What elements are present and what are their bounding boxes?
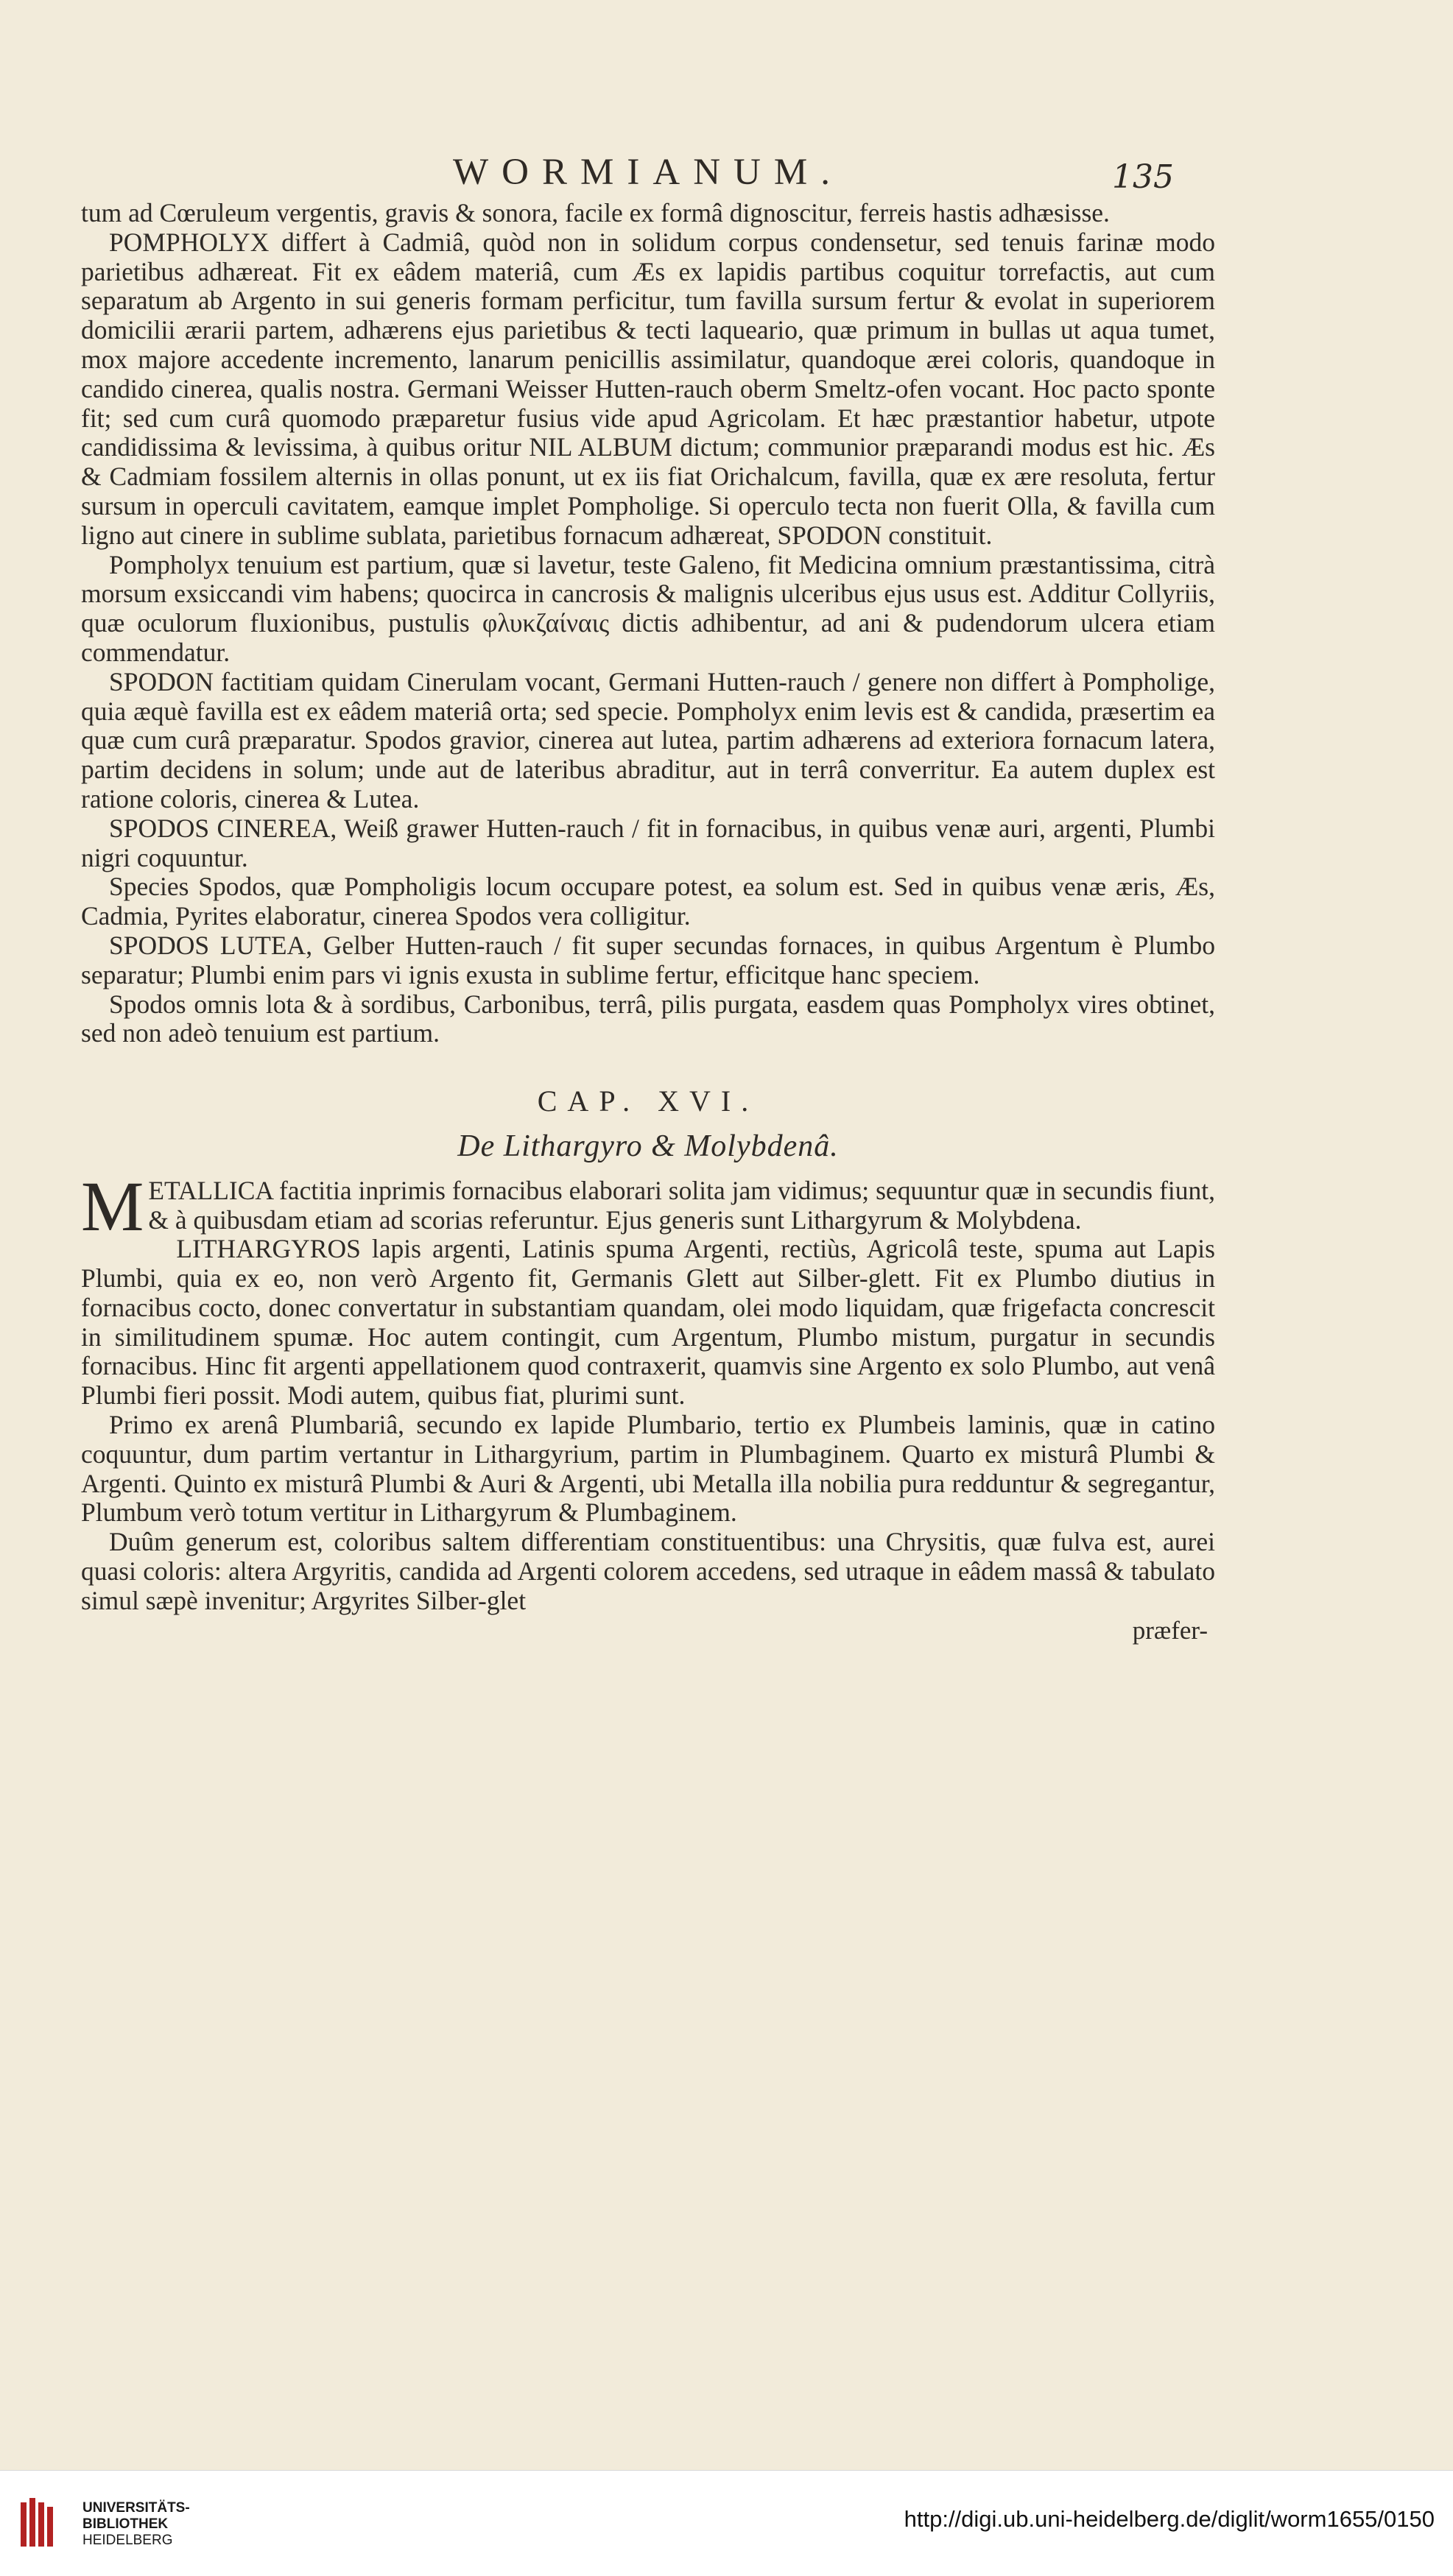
- paragraph-primo: Primo ex arenâ Plumbariâ, secundo ex lapide Plumbario, tertio ex Plumbeis laminis, quæ in catino coquuntur, dum partim vertantur in Lithargyrium, partim in Plumbaginem. Quarto ex misturâ Plumbi & Argenti. Quinto ex misturâ Plumbi & Auri & Argenti, ubi Metalla illa nobilia pura redduntur & segregantur, Plumbum verò totum vertitur in Lithargyrum & Plumbaginem.: [81, 1410, 1215, 1528]
- library-name-line-1: UNIVERSITÄTS-: [82, 2500, 190, 2516]
- paragraph-spodon: SPODON factitiam quidam Cinerulam vocant, Germani Hutten-rauch / genere non differt à Pompholige, quia æquè favilla est ex eâdem materiâ orta; sed specie. Pompholyx enim levis est & candida, præsertim ea quæ cum curâ præparatur. Spodos gravior, cinerea aut lutea, partim adhærens ad exteriora fornacum latera, partim decidens in solum; unde aut de lateribus abraditur, aut in terrâ converritur. Ea autem duplex est ratione coloris, cinerea & Lutea.: [81, 666, 1215, 814]
- paragraph-lithargyros: LITHARGYROS lapis argenti, Latinis spuma Argenti, rectiùs, Agricolâ teste, spuma aut Lapis Plumbi, quia ex eo, non verò Argento fit, Germanis Glett aut Silber-glett. Fit ex Plumbo diutius in fornacibus cocto, donec convertatur in substantiam quandam, olei modo liquidam, quæ frigefacta concrescit in similitudinem spumæ. Hoc autem contingit, cum Argentum, Plumbo mistum, purgatur in secundis fornacibus. Hinc fit argenti appellationem quod contraxerit, quamvis sine Argento ex solo Plumbo, aut venâ Plumbi fieri possit. Modi autem, quibus fiat, plurimi sunt.: [81, 1234, 1215, 1411]
- footer-bar: [0, 2470, 1453, 2576]
- paragraph-spodos-cinerea: SPODOS CINEREA, Weiß grawer Hutten-rauch / fit in fornacibus, in quibus venæ auri, argenti, Plumbi nigri coquuntur.: [81, 813, 1215, 872]
- paragraph-spodos-omnis: Spodos omnis lota & à sordibus, Carbonibus, terrâ, pilis purgata, easdem quas Pompholyx vires obtinet, sed non adeò tenuium est partium.: [81, 989, 1215, 1048]
- paragraph-continuation: tum ad Cœruleum vergentis, gravis & sonora, facile ex formâ dignoscitur, ferreis hastis adhæsisse.: [81, 198, 1110, 227]
- paragraph-pompholyx: POMPHOLYX differt à Cadmiâ, quòd non in solidum corpus condensetur, sed tenuis farinæ modo parietibus adhæreat. Fit ex eâdem materiâ, cum Æs ex lapidis partibus coquitur torrefactis, aut cum separatum ab Argento in sui generis formam perficitur, tum favilla sursum fertur & evolat in superiorem domicilii ærarii partem, adhærens ejus parietibus & tecti laqueario, quæ primum in bullas ut aqua tumet, mox majore accedente incremento, lanarum penicillis assimilatur, quandoque ærei coloris, quandoque in candido cinerea, qualis nostra. Germani Weisser Hutten-rauch oberm Smeltz-ofen vocant. Hoc pacto sponte fit; sed cum curâ quomodo præparetur fusius vide apud Agricolam. Et hæc præstantior habetur, utpote candidissima & levissima, à quibus oritur NIL ALBUM dictum; communior præparandi modus est hic. Æs & Cadmiam fossilem alternis in ollas ponunt, ut ex iis fiat Orichalcum, favilla, quæ ex ære resoluta, fertur sursum in operculi cavitatem, eamque implet Pompholige. Si operculo tecta non fuerit Olla, & favilla cum ligno aut cinere in sublime sublata, parietibus fornacum adhæreat, SPODON constituit.: [81, 227, 1215, 550]
- page-header: [0, 151, 1453, 202]
- paragraph-metallica: [81, 1166, 1215, 1246]
- page-number: 135: [1112, 158, 1174, 196]
- running-title: WORMIANUM.: [453, 152, 843, 193]
- library-name: [82, 2500, 190, 2549]
- paragraph-spodos-lutea: SPODOS LUTEA, Gelber Hutten-rauch / fit super secundas fornaces, in quibus Argentum è Plumbo separatur; Plumbi enim pars vi ignis exusta in sublime fertur, efficitque hanc speciem.: [81, 930, 1215, 989]
- body-text: [81, 199, 1215, 1645]
- paragraph-species-spodos: Species Spodos, quæ Pompholigis locum occupare potest, ea solum est. Sed in quibus venæ æris, Æs, Cadmia, Pyrites elaboratur, cinerea Spodos vera colligitur.: [81, 872, 1215, 931]
- catchword: præfer-: [1132, 1615, 1208, 1645]
- paragraph-pompholyx-medicine: Pompholyx tenuium est partium, quæ si lavetur, teste Galeno, fit Medicina omnium præstantissima, citrà morsum exsiccandi vim habens; quocirca in cancrosis & malignis ulceribus ejus usus est. Additur Collyriis, quæ oculorum fluxionibus, pustulis φλυκζαίναις dictis adhibentur, ad ani & pudendorum ulcera etiam commendatur.: [81, 549, 1215, 667]
- chapter-subtitle: De Lithargyro & Molybdenâ.: [457, 1129, 839, 1163]
- paragraph-duum-generum: Duûm generum est, coloribus saltem differentiam constituentibus: una Chrysitis, quæ fulva est, aurei quasi coloris: altera Argyritis, candida ad Argenti colorem accedens, sed utraque in eâdem massâ & tabulato simul sæpè invenitur; Argyrites Silber-glet: [81, 1527, 1215, 1615]
- chapter-heading: CAP. XVI.: [537, 1084, 759, 1118]
- paragraph-metallica-text: ETALLICA factitia inprimis fornacibus elaborari solita jam vidimus; sequuntur quæ in secundis fiunt, & à quibusdam etiam ad scorias referuntur. Ejus generis sunt Lithargyrum & Molybdena.: [148, 1175, 1215, 1235]
- library-logo-icon: [16, 2496, 60, 2552]
- library-name-line-3: HEIDELBERG: [82, 2533, 173, 2548]
- source-url-link[interactable]: http://digi.ub.uni-heidelberg.de/diglit/worm1655/0150: [904, 2506, 1435, 2532]
- drop-cap: M: [81, 1166, 144, 1246]
- library-name-line-2: BIBLIOTHEK: [82, 2516, 169, 2532]
